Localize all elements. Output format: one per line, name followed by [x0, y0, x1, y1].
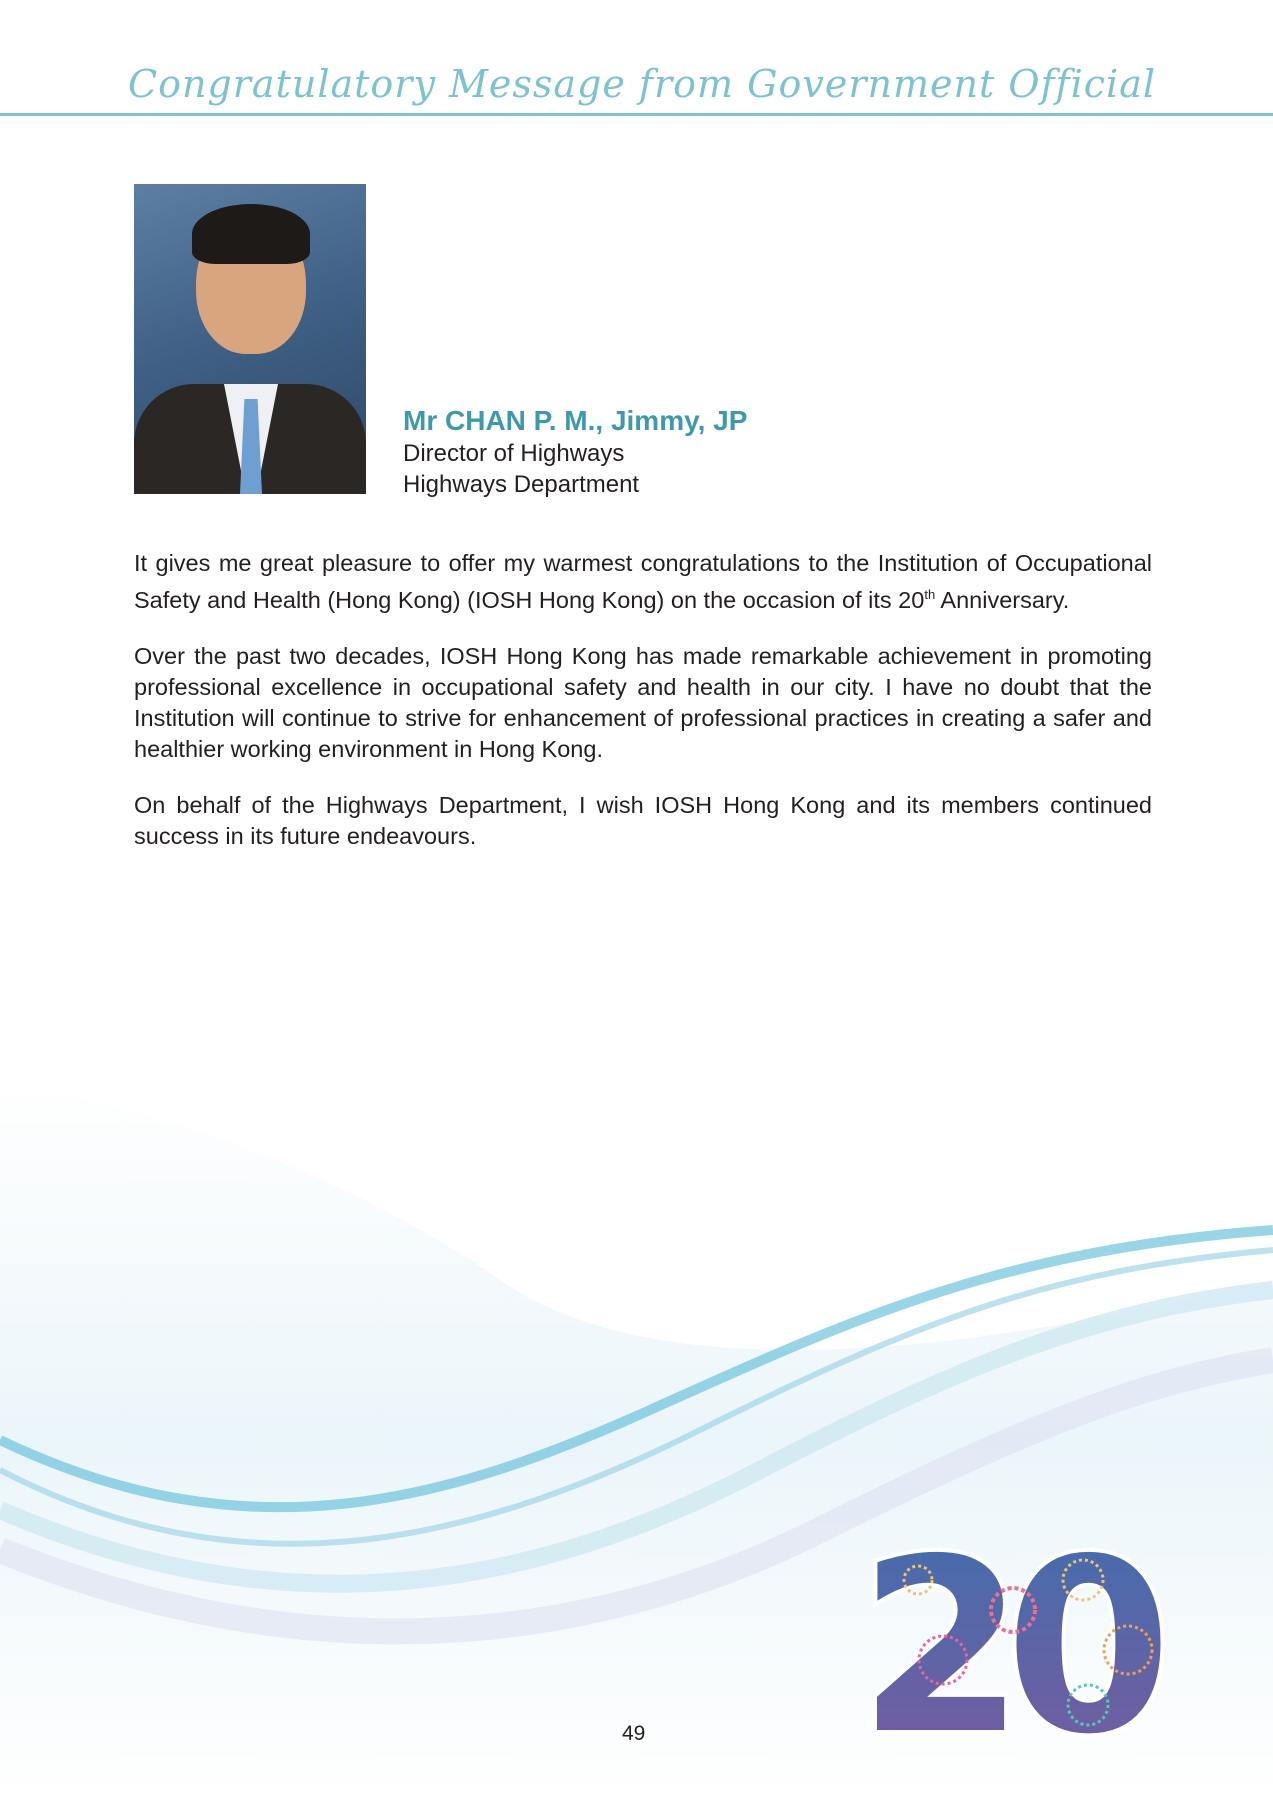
20th-anniversary-logo — [848, 1520, 1198, 1755]
svg-text:20: 20 — [858, 1520, 1152, 1755]
person-department: Highways Department — [403, 471, 640, 498]
person-name: Mr CHAN P. M., Jimmy, JP — [403, 405, 748, 436]
page-number: 49 — [622, 1722, 646, 1745]
message-body — [134, 548, 1152, 877]
page-title: Congratulatory Message from Government Official — [128, 62, 1157, 106]
header-divider — [0, 113, 1273, 116]
person-position: Director of Highways — [403, 440, 625, 467]
paragraph-1: It gives me great pleasure to offer my warmest congratulations to the Institution of Occupational Safety and Health (Hong Kong) (IOSH Hong Kong) on the occasion of its 20th Anniversary. — [134, 550, 1152, 613]
portrait-photo — [134, 184, 366, 494]
paragraph-3: On behalf of the Highways Department, I wish IOSH Hong Kong and its members continued success in its future endeavours. — [134, 791, 1152, 849]
paragraph-2: Over the past two decades, IOSH Hong Kong has made remarkable achievement in promoting professional excellence in occupational safety and health in our city. I have no doubt that the Institution will continue to strive for enhancement of professional practices in creating a safer and healthier working environment in Hong Kong. — [134, 642, 1152, 762]
